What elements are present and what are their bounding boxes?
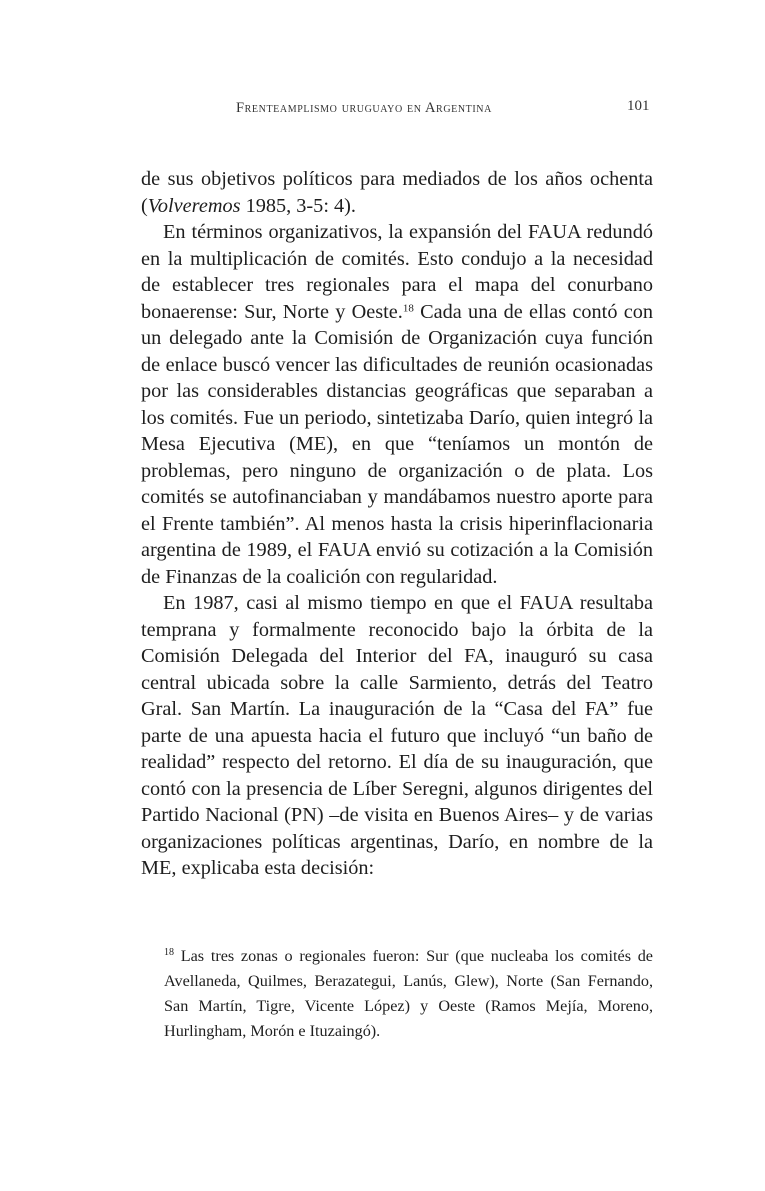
cited-title: Volveremos: [147, 194, 241, 217]
body-text: [141, 166, 653, 882]
paragraph-2: [141, 219, 653, 590]
paragraph-2-end: Cada una de ellas contó con un delegado ante la Comisión de Organización cuya función de enlace buscó vencer las dificultades de reunión ocasionadas por las considerables distancias geográficas que separaban a los comités. Fue un periodo, sintetizaba Darío, quien integró la Mesa Ejecutiva (ME), en que “teníamos un montón de problemas, pero ninguno de organización o de plata. Los comités se autofinanciaban y mandábamos nuestro aporte para el Frente también”. Al menos hasta la crisis hiperinflacionaria argentina de 1989, el FAUA envió su cotización a la Comisión de Finanzas de la coalición con regularidad.: [141, 300, 653, 588]
footnote-reference[interactable]: 18: [402, 301, 414, 314]
paragraph-1-end: 1985, 3-5: 4).: [240, 194, 356, 217]
footnote: [164, 944, 653, 1044]
footnote-mark: 18: [164, 947, 174, 958]
paragraph-3: En 1987, casi al mismo tiempo en que el FAUA resultaba temprana y formalmente reconocido bajo la órbita de la Comisión Delegada del Interior del FA, inauguró su casa central ubicada sobre la calle Sarmiento, detrás del Teatro Gral. San Martín. La inauguración de la “Casa del FA” fue parte de una apuesta hacia el futuro que incluyó “un baño de realidad” respecto del retorno. El día de su inauguración, que contó con la presencia de Líber Seregni, algunos dirigentes del Partido Nacional (PN) –de visita en Buenos Aires– y de varias organizaciones políticas argentinas, Darío, en nombre de la ME, explicaba esta decisión:: [141, 592, 653, 879]
paragraph-1: [141, 166, 653, 219]
paragraph-2-start: En términos organizativos, la expansión del FAUA redundó en la multiplicación de comités. Esto condujo a la necesidad de establecer tres regionales para el mapa del conurbano bonaerense: Sur, Norte y Oeste.: [141, 221, 653, 323]
paragraph-1-start: de sus objetivos políticos para mediados de los años ochenta (: [141, 168, 653, 217]
footnote-text: Las tres zonas o regionales fueron: Sur (que nucleaba los comités de Avellaneda, Quilmes, Berazategui, Lanús, Glew), Norte (San Fernando, San Martín, Tigre, Vicente López) y Oeste (Ramos Mejía, Moreno, Hurlingham, Morón e Ituzaingó).: [164, 947, 653, 1040]
page-number: 101: [627, 98, 650, 114]
running-title: Frenteamplismo uruguayo en Argentina: [236, 100, 492, 116]
